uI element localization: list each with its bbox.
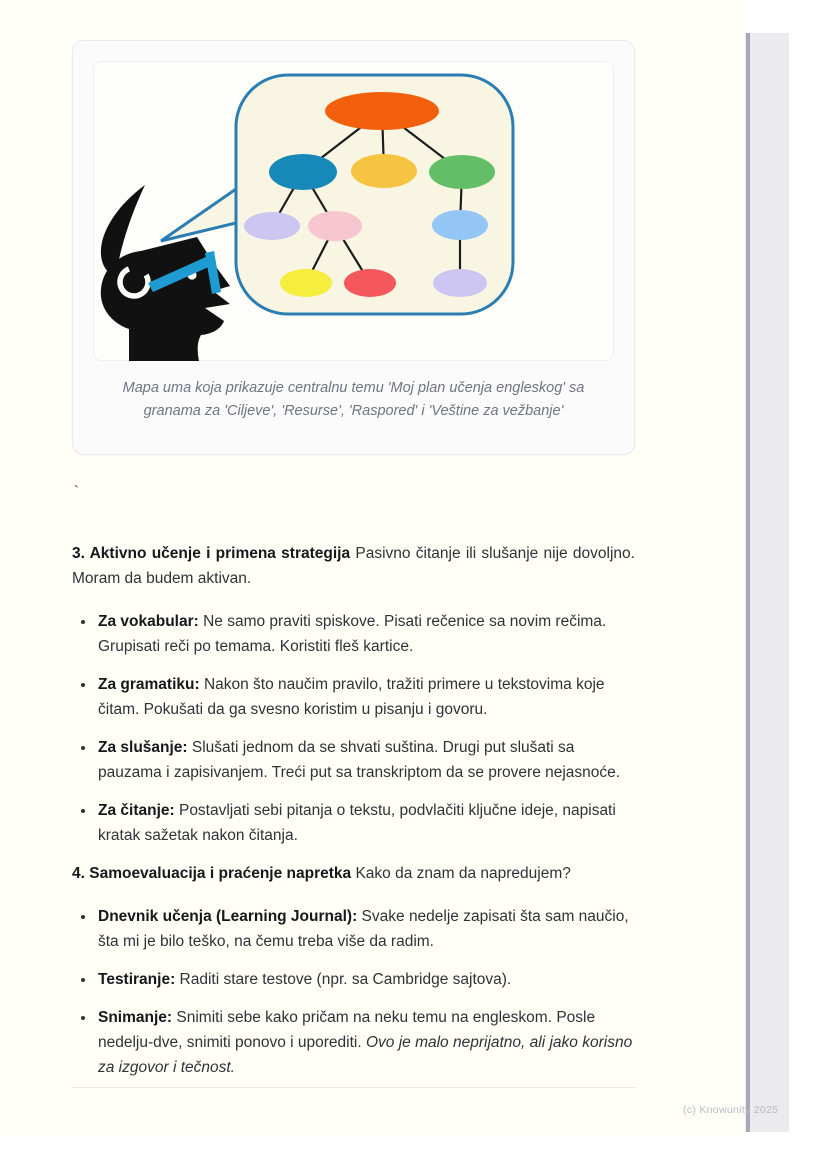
list-item: • Dnevnik učenja (Learning Journal): Svake nedelje zapisati šta sam naučio, šta mi je bilo teško, na čemu treba više da radim. xyxy=(96,904,635,954)
list-item: • Za gramatiku: Nakon što naučim pravilo, tražiti primere u tekstovima koje čitam. Pokušati da ga svesno koristim u pisanju i govoru. xyxy=(96,672,635,722)
mindmap-node-root xyxy=(325,92,439,130)
mindmap-node-branch-2 xyxy=(351,154,417,188)
watermark: (c) Knowunity 2025 xyxy=(683,1104,779,1116)
mindmap-node-leaf-4 xyxy=(280,269,332,297)
mindmap-node-leaf-2 xyxy=(308,211,362,241)
mindmap-node-leaf-6 xyxy=(433,269,487,297)
figure-image xyxy=(93,61,614,361)
mindmap-node-leaf-3 xyxy=(432,210,488,240)
mindmap-illustration xyxy=(93,61,614,361)
speech-bubble-tail xyxy=(161,189,236,241)
mindmap-node-branch-1 xyxy=(269,154,337,190)
scrollbar-thumb[interactable] xyxy=(746,33,750,1132)
section-divider xyxy=(72,1087,635,1088)
mindmap-node-leaf-5 xyxy=(344,269,396,297)
list-item: • Snimanje: Snimiti sebe kako pričam na neku temu na engleskom. Posle nedelju-dve, snimiti ponovo i uporediti. Ovo je malo neprijatno, ali jako korisno za izgovor i tečnost. xyxy=(96,1005,635,1080)
section4-paragraph: 4. Samoevaluacija i praćenje napretka Kako da znam da napredujem? xyxy=(72,865,571,882)
list-item: • Za vokabular: Ne samo praviti spiskove. Pisati rečenice sa novim rečima. Grupisati reči po temama. Koristiti fleš kartice. xyxy=(96,609,635,659)
mindmap-node-branch-3 xyxy=(429,155,495,189)
section3-heading: 3. Aktivno učenje i primena strategija xyxy=(72,545,351,562)
section3-paragraph: 3. Aktivno učenje i primena strategija Pasivno čitanje ili slušanje nije dovoljno. Moram da budem aktivan. xyxy=(72,545,635,587)
figure-card xyxy=(72,40,635,455)
section4-heading: 4. Samoevaluacija i praćenje napretka xyxy=(72,865,352,882)
mindmap-node-leaf-1 xyxy=(244,212,300,240)
stray-backtick: ` xyxy=(74,483,79,500)
list-item: • Za čitanje: Postavljati sebi pitanja o tekstu, podvlačiti ključne ideje, napisati kratak sažetak nakon čitanja. xyxy=(96,798,635,848)
list-item: • Za slušanje: Slušati jednom da se shvati suština. Drugi put slušati sa pauzama i zapisivanjem. Treći put sa transkriptom da se provere nejasnoće. xyxy=(96,735,635,785)
list-item: • Testiranje: Raditi stare testove (npr. sa Cambridge sajtova). xyxy=(96,967,635,992)
document-content xyxy=(72,40,635,1088)
figure-caption: Mapa uma koja prikazuje centralnu temu 'Moj plan učenja engleskog' sa granama za 'Ciljeve', 'Resurse', 'Raspored' i 'Veštine za vežbanje' xyxy=(122,380,585,419)
section3-bullet-list xyxy=(72,609,635,848)
scrollbar-track[interactable] xyxy=(745,33,789,1132)
section4-bullet-list xyxy=(72,904,635,1080)
